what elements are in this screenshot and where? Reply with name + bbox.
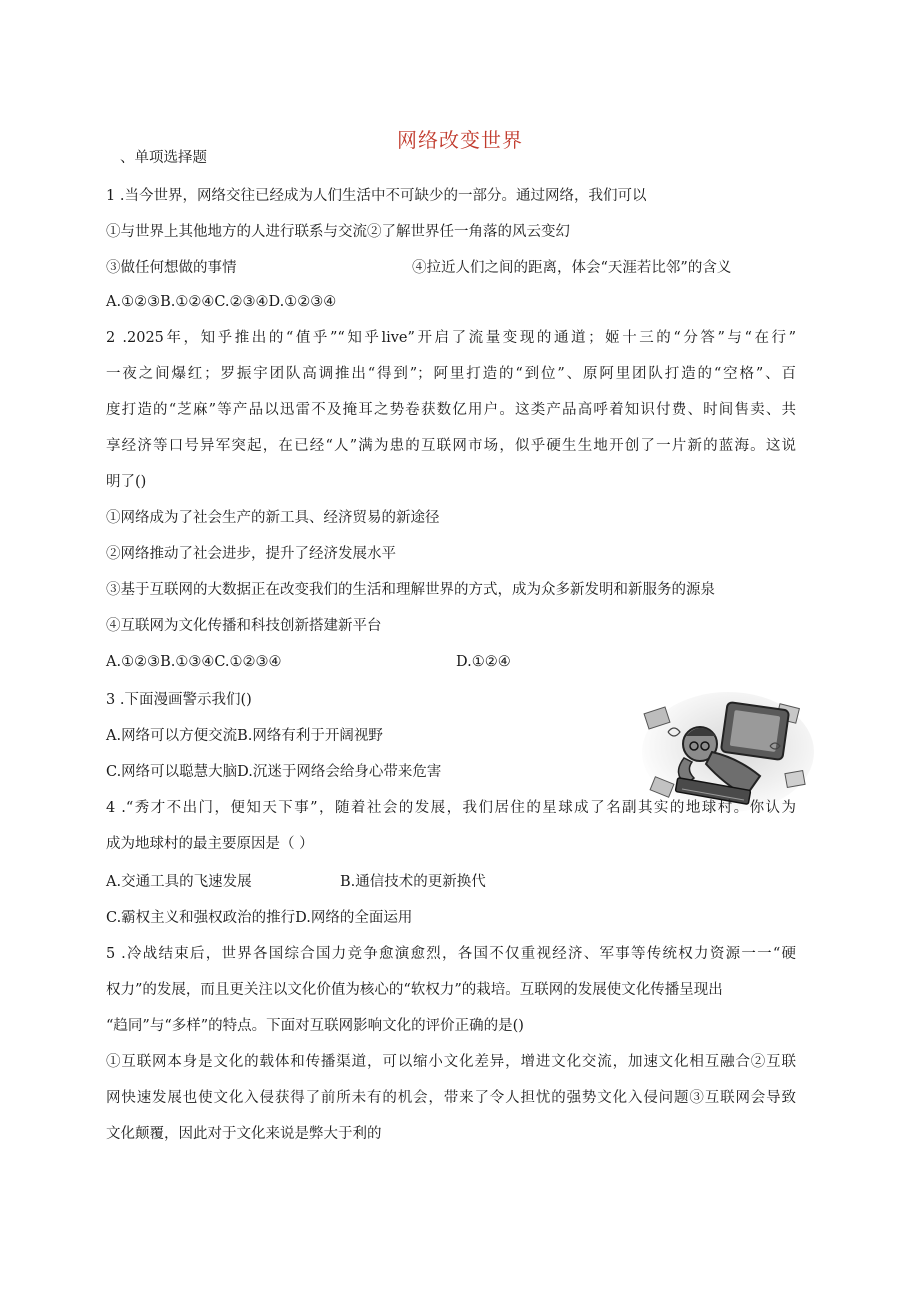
q4-options-c-d: C.霸权主义和强权政治的推行D.网络的全面运用	[106, 910, 413, 926]
q2-line-1: 2 .2025年，知乎推出的“值乎”“知乎live”开启了流量变现的通道；姬十三的“分答”与“在行”	[106, 330, 796, 346]
q5-line-6: 文化颠覆，因此对于文化来说是弊大于利的	[106, 1126, 382, 1142]
q2-answers-abc: A.①②③B.①③④C.①②③④	[106, 654, 282, 670]
q4-option-a: A.交通工具的飞速发展	[106, 874, 252, 890]
q4-line-1: 4 .“秀才不出门，便知天下事”，随着社会的发展，我们居住的星球成了名副其实的地球村。你认为	[106, 800, 796, 816]
q5-line-5: 网快速发展也使文化入侵获得了前所未有的机会，带来了令人担忧的强势文化入侵问题③互联网会导致	[106, 1090, 796, 1106]
page-title: 网络改变世界	[397, 128, 523, 152]
q5-line-4: ①互联网本身是文化的载体和传播渠道，可以缩小文化差异，增进文化交流，加速文化相互融合②互联	[106, 1054, 796, 1070]
q4-line-2: 成为地球村的最主要原因是（ ）	[106, 836, 314, 852]
q1-options-1-2: ①与世界上其他地方的人进行联系与交流②了解世界任一角落的风云变幻	[106, 224, 570, 240]
q5-line-3: “趋同”与“多样”的特点。下面对互联网影响文化的评价正确的是()	[106, 1018, 524, 1034]
q2-line-4: 享经济等口号异军突起，在已经“人”满为患的互联网市场，似乎硬生生地开创了一片新的蓝海。这说	[106, 438, 796, 454]
q1-option-4: ④拉近人们之间的距离，体会“天涯若比邻”的含义	[412, 260, 732, 276]
q2-option-1: ①网络成为了社会生产的新工具、经济贸易的新途径	[106, 510, 440, 526]
q5-line-2: 权力”的发展，而且更关注以文化价值为核心的“软权力”的栽培。互联网的发展使文化传播呈现出	[106, 982, 723, 998]
q2-option-4: ④互联网为文化传播和科技创新搭建新平台	[106, 618, 382, 634]
q4-option-b: B.通信技术的更新换代	[340, 874, 486, 890]
q3-stem: 3 .下面漫画警示我们()	[106, 692, 252, 708]
q5-line-1: 5 .冷战结束后，世界各国综合国力竞争愈演愈烈，各国不仅重视经济、军事等传统权力资源一一“硬	[106, 946, 796, 962]
q2-option-3: ③基于互联网的大数据正在改变我们的生活和理解世界的方式，成为众多新发明和新服务的源泉	[106, 582, 715, 598]
section-heading: 、单项选择题	[120, 150, 207, 166]
q2-line-2: 一夜之间爆红；罗振宇团队高调推出“得到”；阿里打造的“到位”、原阿里团队打造的“空格”、百	[106, 366, 796, 382]
q1-option-3: ③做任何想做的事情	[106, 260, 237, 276]
q1-answers: A.①②③B.①②④C.②③④D.①②③④	[106, 294, 337, 310]
q3-options-c-d: C.网络可以聪慧大脑D.沉迷于网络会给身心带来危害	[106, 764, 442, 780]
q3-options-a-b: A.网络可以方便交流B.网络有利于开阔视野	[106, 728, 383, 744]
q2-answer-d: D.①②④	[456, 654, 511, 670]
q2-line-3: 度打造的“芝麻”等产品以迅雷不及掩耳之势卷获数亿用户。这类产品高呼着知识付费、时间售卖、共	[106, 402, 796, 418]
q2-option-2: ②网络推动了社会进步，提升了经济发展水平	[106, 546, 396, 562]
q1-stem: 1 .当今世界，网络交往已经成为人们生活中不可缺少的一部分。通过网络，我们可以	[106, 188, 647, 204]
q2-line-5: 明了()	[106, 474, 147, 490]
